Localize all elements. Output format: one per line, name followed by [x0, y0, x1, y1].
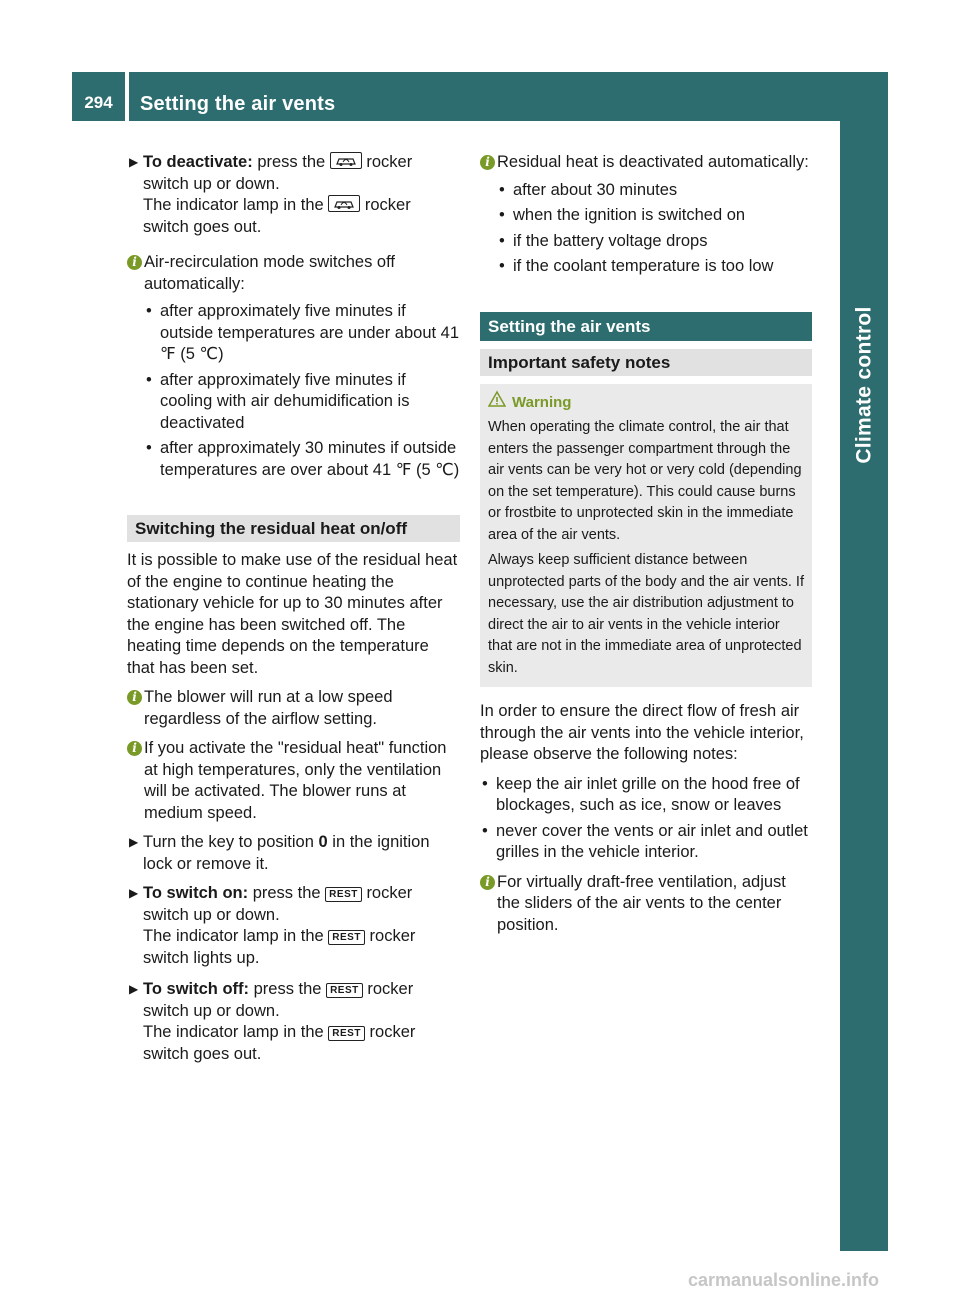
- flow-bullet-list: [480, 774, 812, 864]
- step-text: in the ignition lock or remove it.: [143, 833, 430, 873]
- info-icon: i: [127, 741, 142, 756]
- info-text: The blower will run at a low speed regardless of the airflow setting.: [144, 688, 393, 728]
- info-text: For virtually draft-free ventilation, adjust the sliders of the air vents to the center position.: [497, 872, 786, 934]
- step-text: rocker switch up or down.: [143, 884, 413, 924]
- warning-box: [480, 384, 812, 688]
- info-icon: i: [127, 255, 142, 270]
- page-number: 294: [84, 93, 113, 112]
- info-text: Air-recirculation mode switches off automatically:: [144, 253, 395, 293]
- list-item: • after approximately five minutes if cooling with air dehumidification is deactivated: [146, 370, 410, 432]
- residual-bullet-list: [497, 180, 812, 278]
- header-divider: [125, 72, 129, 121]
- step-label: To switch on:: [143, 884, 249, 902]
- step-text: press the: [253, 980, 322, 998]
- residual-paragraph: It is possible to make use of the residual heat of the engine to continue heating the stationary vehicle for up to 30 minutes after the engine has been switched off. The heating time depends on the temperature that has been set.: [127, 551, 458, 677]
- step-text: rocker switch up or down.: [143, 980, 414, 1020]
- list-item: • if the battery voltage drops: [499, 231, 708, 250]
- warning-para: Always keep sufficient distance between unprotected parts of the body and the air vents. If necessary, use the air distribution adjustment to direct the air to air vents in the vehicle interior that are not in the immediate area of unprotected skin.: [488, 552, 804, 676]
- list-item: • never cover the vents or air inlet and outlet grilles in the vehicle interior.: [482, 821, 808, 861]
- warning-para: When operating the climate control, the air that enters the passenger compartment through the air vents can be very hot or very cold (depending on the set temperature). This could cause burns or frostbite to unprotected skin in the immediate area of the air vents.: [488, 419, 802, 543]
- info-recirculation: [127, 252, 460, 481]
- warning-title: Warning: [488, 392, 804, 414]
- list-item: • when the ignition is switched on: [499, 206, 746, 224]
- step-text: rocker switch lights up.: [143, 927, 416, 967]
- step-text: The indicator lamp in the: [143, 196, 324, 214]
- info-high-temp: [127, 738, 460, 824]
- left-column: [127, 152, 460, 1073]
- info-blower: [127, 687, 460, 730]
- switch-on-step: [127, 883, 460, 969]
- step-arrow-icon: ▶: [129, 835, 139, 849]
- flow-paragraph: In order to ensure the direct flow of fresh air through the air vents into the vehicle interior, please observe the following notes:: [480, 702, 804, 763]
- recirculation-icon: [330, 152, 362, 169]
- page-title: Setting the air vents: [140, 93, 336, 115]
- residual-heading: Switching the residual heat on/off: [127, 515, 460, 542]
- side-tab-footer-box: [840, 1197, 888, 1251]
- info-draft-free: [480, 872, 812, 937]
- list-item: • keep the air inlet grille on the hood free of blockages, such as ice, snow or leaves: [482, 774, 800, 814]
- turn-key-step: [127, 832, 460, 875]
- side-tab: [840, 121, 888, 1251]
- step-arrow-icon: ▶: [129, 886, 139, 900]
- step-arrow-icon: ▶: [129, 982, 139, 996]
- step-text: Turn the key to position: [143, 833, 314, 851]
- step-text: rocker switch goes out.: [143, 1023, 416, 1063]
- list-item: • after about 30 minutes: [499, 180, 678, 199]
- safety-heading: Important safety notes: [480, 349, 812, 376]
- step-text: The indicator lamp in the: [143, 927, 324, 945]
- step-label: To deactivate:: [143, 153, 253, 171]
- rest-icon: REST: [325, 887, 362, 902]
- info-icon: i: [127, 690, 142, 705]
- step-arrow-icon: ▶: [129, 155, 139, 169]
- step-text: rocker switch goes out.: [143, 196, 411, 236]
- page-header: [72, 72, 888, 121]
- list-item: • if the coolant temperature is too low: [499, 257, 774, 275]
- switch-off-step: [127, 979, 460, 1065]
- info-text: Residual heat is deactivated automatically:: [497, 153, 809, 171]
- rest-icon: REST: [328, 1026, 365, 1041]
- list-item: • after approximately 30 minutes if outside temperatures are over about 41 ℉ (5 ℃): [146, 439, 460, 479]
- right-column: [480, 152, 812, 944]
- step-text: The indicator lamp in the: [143, 1023, 324, 1041]
- rest-icon: REST: [328, 930, 365, 945]
- info-residual-deactivated: [480, 152, 812, 278]
- step-text: press the: [257, 153, 326, 171]
- deactivate-step: [127, 152, 460, 238]
- step-text: press the: [252, 884, 321, 902]
- side-tab-label: Climate control: [852, 306, 876, 464]
- info-icon: i: [480, 875, 495, 890]
- info-icon: i: [480, 155, 495, 170]
- step-label: To switch off:: [143, 980, 250, 998]
- warning-icon: [488, 390, 506, 408]
- info-text: If you activate the "residual heat" function at high temperatures, only the ventilation will be activated. The blower runs at medium speed.: [144, 739, 447, 822]
- recirculation-icon: [328, 195, 360, 212]
- recirc-bullet-list: [144, 301, 460, 481]
- step-text: rocker switch up or down.: [143, 153, 413, 193]
- list-item: • after approximately five minutes if outside temperatures are under about 41 ℉ (5 ℃): [146, 302, 460, 363]
- section-heading: Setting the air vents: [480, 312, 812, 341]
- watermark: carmanualsonline.info: [688, 1270, 880, 1290]
- key-position: 0: [318, 833, 328, 851]
- rest-icon: REST: [326, 983, 363, 998]
